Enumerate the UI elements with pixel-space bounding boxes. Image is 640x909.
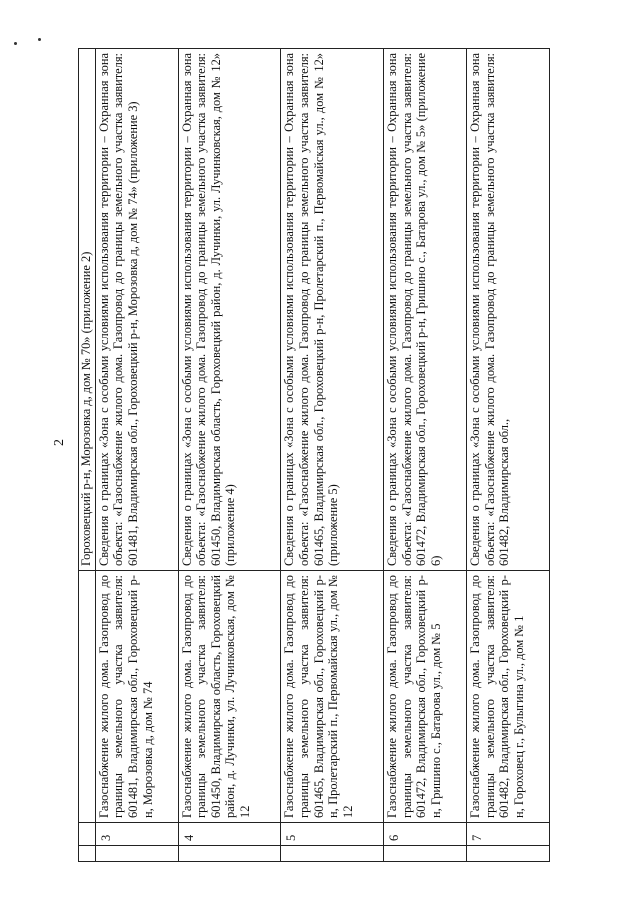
row-number: 5 <box>281 823 384 846</box>
row-number: 4 <box>178 823 281 846</box>
table-row <box>384 49 467 862</box>
info-cell: Сведения о границах «Зона с особыми условиями использования территории – Охранная зона объекта: «Газоснабжение жилого дома. Газопровод до границы земельного участка заявителя: 601465, Владимирская обл., Гороховецкий р-н, Пролетарский п., Первомайская ул., дом № 12» (приложение 5) <box>281 49 384 571</box>
info-cell: Сведения о границах «Зона с особыми условиями использования территории – Охранная зона объекта: «Газоснабжение жилого дома. Газопровод до границы земельного участка заявителя: 601472, Владимирская обл., Гороховецкий р-н, Гришино с., Батарова ул., дом № 5» (приложение 6) <box>384 49 467 571</box>
scan-speck-1 <box>38 38 41 41</box>
info-cell: Сведения о границах «Зона с особыми условиями использования территории – Охранная зона объекта: «Газоснабжение жилого дома. Газопровод до границы земельного участка заявителя: 601450, Владимирская область, Гороховецкий район, д. Лучинки, ул. Лучинковская, дом № 12» (приложение 4) <box>178 49 281 571</box>
continued-info-cell: Гороховецкий р-н, Морозовка д, дом № 70» (приложение 2) <box>79 49 96 571</box>
info-cell: Сведения о границах «Зона с особыми условиями использования территории – Охранная зона объекта: «Газоснабжение жилого дома. Газопровод до границы земельного участка заявителя: 601482, Владимирская обл., <box>466 49 549 571</box>
scan-speck-2 <box>14 42 17 45</box>
info-cell: Сведения о границах «Зона с особыми условиями использования территории – Охранная зона объекта: «Газоснабжение жилого дома. Газопровод до границы земельного участка заявителя: 601481, Владимирская обл., Гороховецкий р-н, Морозовка д, дом № 74» (приложение 3) <box>95 49 178 571</box>
table-row <box>95 49 178 862</box>
rotated-document-table <box>78 48 550 862</box>
page-number: 2 <box>52 439 67 446</box>
objects-table <box>78 48 550 862</box>
object-cell: Газоснабжение жилого дома. Газопровод до границы земельного участка заявителя: 601481, Владимирская обл., Гороховецкий р-н, Морозовка д, дом № 74 <box>95 571 178 823</box>
object-cell: Газоснабжение жилого дома. Газопровод до границы земельного участка заявителя: 601472, Владимирская обл., Гороховецкий р-н, Гришино с., Батарова ул., дом № 5 <box>384 571 467 823</box>
row-number: 3 <box>95 823 178 846</box>
table-row <box>178 49 281 862</box>
object-cell: Газоснабжение жилого дома. Газопровод до границы земельного участка заявителя: 601482, Владимирская обл., Гороховецкий р-н, Гороховец г., Булыгина ул., дом № 1 <box>466 571 549 823</box>
table-row <box>281 49 384 862</box>
table-row <box>466 49 549 862</box>
object-cell: Газоснабжение жилого дома. Газопровод до границы земельного участка заявителя: 601450, Владимирская область, Гороховецкий район, д. Лучинки, ул. Лучинковская, дом № 12 <box>178 571 281 823</box>
row-number: 6 <box>384 823 467 846</box>
table-row-continued <box>79 49 96 862</box>
row-number: 7 <box>466 823 549 846</box>
object-cell: Газоснабжение жилого дома. Газопровод до границы земельного участка заявителя: 601465, Владимирская обл., Гороховецкий р-н, Пролетарский п., Первомайская ул., дом № 12 <box>281 571 384 823</box>
